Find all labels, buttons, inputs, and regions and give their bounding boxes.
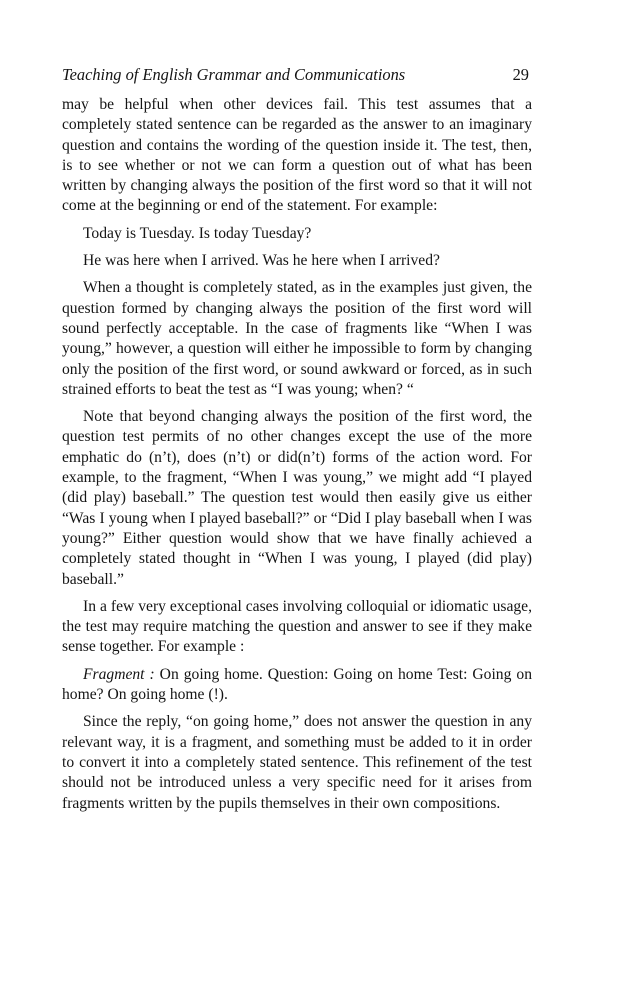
- fragment-label: Fragment :: [83, 665, 155, 683]
- example-sentence-1: Today is Tuesday. Is today Tuesday?: [83, 224, 312, 242]
- page-number: 29: [512, 65, 529, 84]
- paragraph-exceptional-cases: In a few very exceptional cases involving colloquial or idiomatic usage, the test may require matching the question and answer to see if they make sense together. For example :: [62, 597, 532, 656]
- running-title: Teaching of English Grammar and Communications: [62, 65, 406, 84]
- paragraph-refinement: Since the reply, “on going home,” does not answer the question in any relevant way, it is a fragment, and something must be added to it in order to convert it into a completely stated sentence. This refinement of the test should not be introduced unless a very specific need for it arises from fragments written by the pupils themselves in their own compositions.: [62, 713, 532, 812]
- paragraph-complete-thought: When a thought is completely stated, as in the examples just given, the question formed by changing always the position of the first word will sound perfectly acceptable. In the case of fragments like “When I was young,” however, a question will either he impossible to form by changing only the position of the first word, or sound awkward or forced, as in such strained efforts to beat the test as “I was young; when? “: [62, 279, 532, 398]
- paragraph-continuation: may be helpful when other devices fail. This test assumes that a completely stated sentence can be regarded as the answer to an imaginary question and contains the wording of the question inside it. The test, then, is to see whether or not we can form a question out of what has been written by changing always the position of the first word so that it will not come at the beginning or end of the statement. For example:: [62, 96, 532, 215]
- example-sentence-2: He was here when I arrived. Was he here when I arrived?: [83, 252, 440, 270]
- paragraph-fragment-example: [62, 665, 532, 706]
- book-page: [62, 62, 532, 814]
- body-text: [62, 95, 532, 814]
- running-head: [62, 62, 532, 88]
- fragment-example-text: On going home. Question: Going on home Test: Going on home? On going home (!).: [62, 665, 532, 704]
- paragraph-question-test: Note that beyond changing always the position of the first word, the question test permits of no other changes except the use of the more emphatic do (n’t), does (n’t) or did(n’t) forms of the action word. For example, to the fragment, “When I was young,” we might add “I played (did play) baseball.” The question test would then easily give us either “Was I young when I played baseball?” or “Did I play baseball when I was young?” Either question would show that we have finally achieved a completely stated thought in “When I was young, I played (did play) baseball.”: [62, 408, 532, 588]
